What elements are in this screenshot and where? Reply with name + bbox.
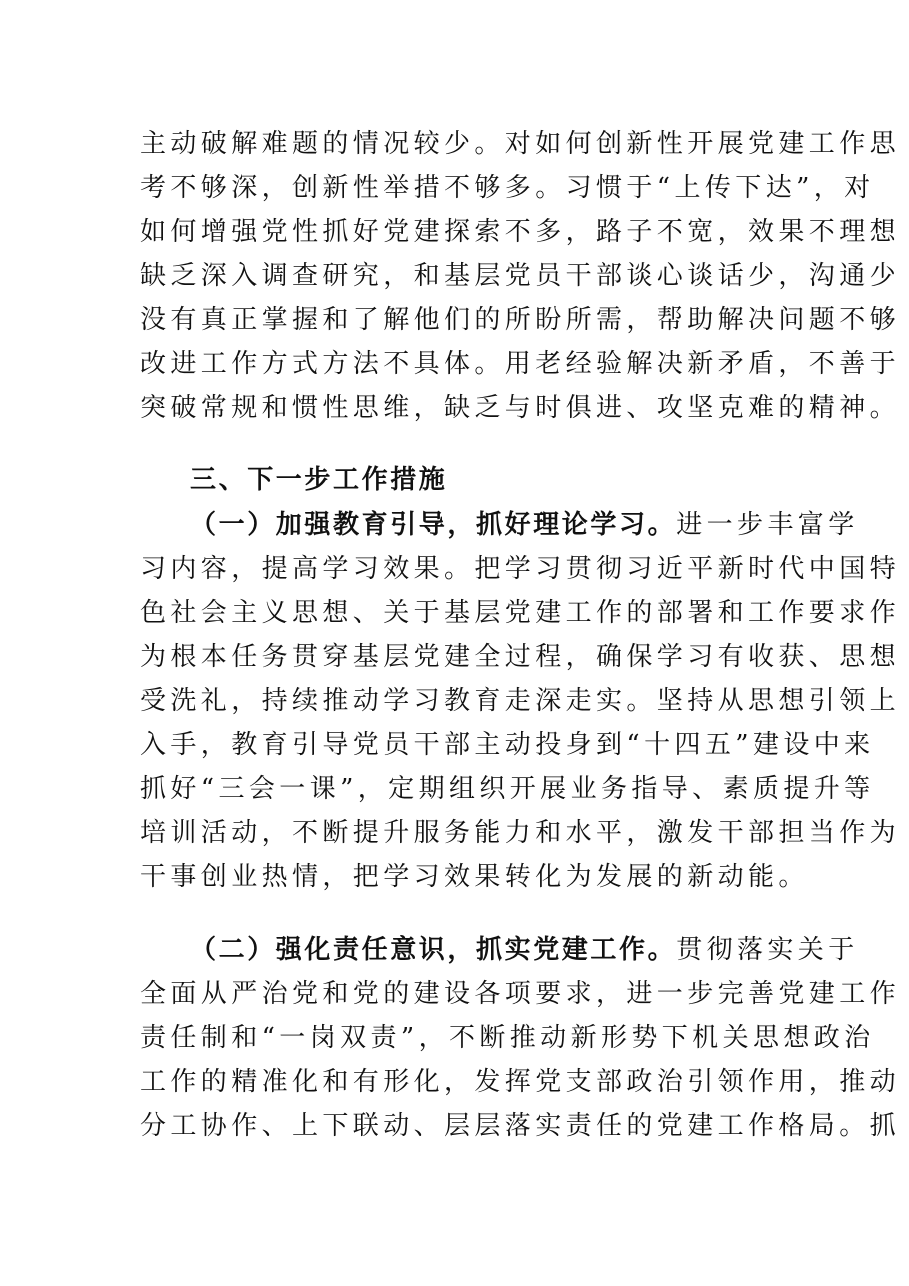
- paragraph-line: 抓好“三会一课”，定期组织开展业务指导、素质提升等: [140, 774, 875, 804]
- item-first-line: [190, 930, 859, 970]
- paragraph-line: 分工协作、上下联动、层层落实责任的党建工作格局。抓: [140, 1111, 901, 1141]
- paragraph-line: 改进工作方式方法不具体。用老经验解决新矛盾，不善于: [140, 349, 901, 379]
- paragraph-line: 缺乏深入调查研究，和基层党员干部谈心谈话少，沟通少: [140, 261, 901, 291]
- item-title: （二）强化责任意识，抓实党建工作。: [190, 935, 677, 965]
- paragraph-line: 责任制和“一岗双责”，不断推动新形势下机关思想政治: [140, 1023, 875, 1053]
- section-heading: 三、下一步工作措施: [190, 465, 448, 495]
- paragraph-line: 如何增强党性抓好党建探索不多，路子不宽，效果不理想: [140, 217, 901, 247]
- paragraph-line: 突破常规和惯性思维，缺乏与时俱进、攻坚克难的精神。: [140, 393, 901, 423]
- item-first-line-text: 贯彻落实关于: [676, 935, 859, 965]
- paragraph-line: 没有真正掌握和了解他们的所盼所需，帮助解决问题不够: [140, 305, 901, 335]
- paragraph-line: 为根本任务贯穿基层党建全过程，确保学习有收获、思想: [140, 642, 901, 672]
- paragraph-line: 主动破解难题的情况较少。对如何创新性开展党建工作思: [140, 129, 901, 159]
- item-first-line-text: 进一步丰富学: [676, 510, 859, 540]
- paragraph-line: 受洗礼，持续推动学习教育走深走实。坚持从思想引领上: [140, 686, 901, 716]
- paragraph-line: 习内容，提高学习效果。把学习贯彻习近平新时代中国特: [140, 554, 901, 584]
- paragraph-line: 工作的精准化和有形化，发挥党支部政治引领作用，推动: [140, 1067, 901, 1097]
- paragraph-line: 全面从严治党和党的建设各项要求，进一步完善党建工作: [140, 979, 901, 1009]
- paragraph-line: 培训活动，不断提升服务能力和水平，激发干部担当作为: [140, 818, 901, 848]
- item-title: （一）加强教育引导，抓好理论学习。: [190, 510, 677, 540]
- paragraph-line: 入手，教育引导党员干部主动投身到“十四五”建设中来: [140, 730, 875, 760]
- paragraph-line: 色社会主义思想、关于基层党建工作的部署和工作要求作: [140, 598, 901, 628]
- paragraph-line: 干事创业热情，把学习效果转化为发展的新动能。: [140, 862, 809, 892]
- paragraph-line: 考不够深，创新性举措不够多。习惯于“上传下达”，对: [140, 173, 875, 203]
- item-first-line: [190, 505, 859, 545]
